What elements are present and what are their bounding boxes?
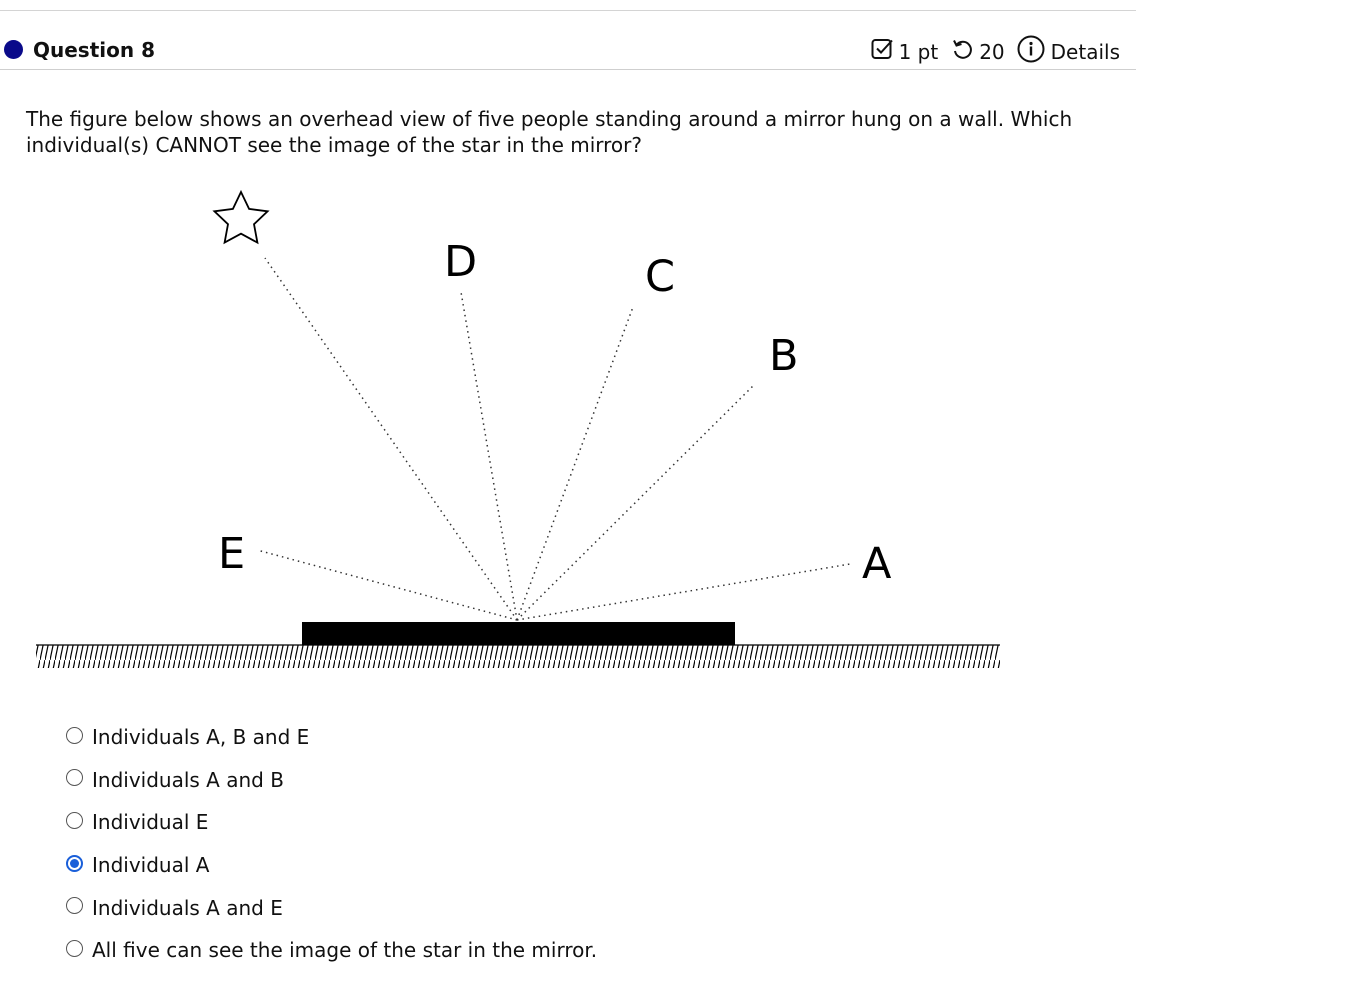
choice-option[interactable]: [64, 844, 597, 887]
line-b: [517, 384, 755, 620]
mirror-figure: [0, 180, 1020, 680]
question-status-dot: [4, 40, 23, 59]
retry-icon[interactable]: [950, 37, 974, 66]
choice-option[interactable]: [64, 759, 597, 802]
star-icon: [214, 192, 267, 243]
choice-label[interactable]: Individuals A, B and E: [92, 725, 310, 750]
label-c: C: [645, 252, 676, 302]
points-value: 1 pt: [898, 39, 939, 64]
label-e: E: [218, 529, 246, 579]
choice-label[interactable]: Individuals A and E: [92, 895, 283, 920]
choice-label[interactable]: Individuals A and B: [92, 767, 284, 792]
line-a: [517, 564, 850, 620]
line-c: [517, 307, 633, 620]
checkbox-icon: [870, 37, 894, 66]
wall-hatch: [36, 645, 1000, 668]
choice-label[interactable]: Individual E: [92, 810, 209, 835]
choice-option[interactable]: [64, 886, 597, 929]
choice-label[interactable]: Individual A: [92, 853, 210, 878]
label-b: B: [769, 331, 799, 381]
radio-button[interactable]: [66, 855, 83, 872]
radio-button[interactable]: [66, 897, 83, 914]
details-link[interactable]: Details: [1050, 39, 1120, 64]
label-a: A: [862, 539, 892, 589]
radio-button[interactable]: [66, 940, 83, 957]
sight-lines: [257, 258, 850, 620]
choice-option[interactable]: [64, 716, 597, 759]
line-star: [265, 258, 517, 620]
radio-button[interactable]: [66, 769, 83, 786]
choice-label[interactable]: All five can see the image of the star in the mirror.: [92, 938, 598, 963]
choice-option[interactable]: [64, 801, 597, 844]
question-meta: [870, 35, 1120, 68]
question-header: [0, 11, 1136, 70]
attempts-value: 20: [979, 39, 1005, 64]
question-prompt: The figure below shows an overhead view of five people standing around a mirror hung on a wall. Which individual(s) CANNOT see the image of the star in the mirror?: [26, 107, 1073, 157]
label-d: D: [444, 237, 478, 287]
question-title: Question 8: [33, 38, 155, 62]
choice-option[interactable]: [64, 929, 597, 972]
info-icon[interactable]: [1017, 35, 1045, 68]
mirror: [302, 622, 735, 645]
answer-choices: [64, 716, 597, 972]
radio-button[interactable]: [66, 812, 83, 829]
line-d: [461, 292, 517, 620]
radio-button[interactable]: [66, 727, 83, 744]
line-e: [257, 550, 517, 620]
